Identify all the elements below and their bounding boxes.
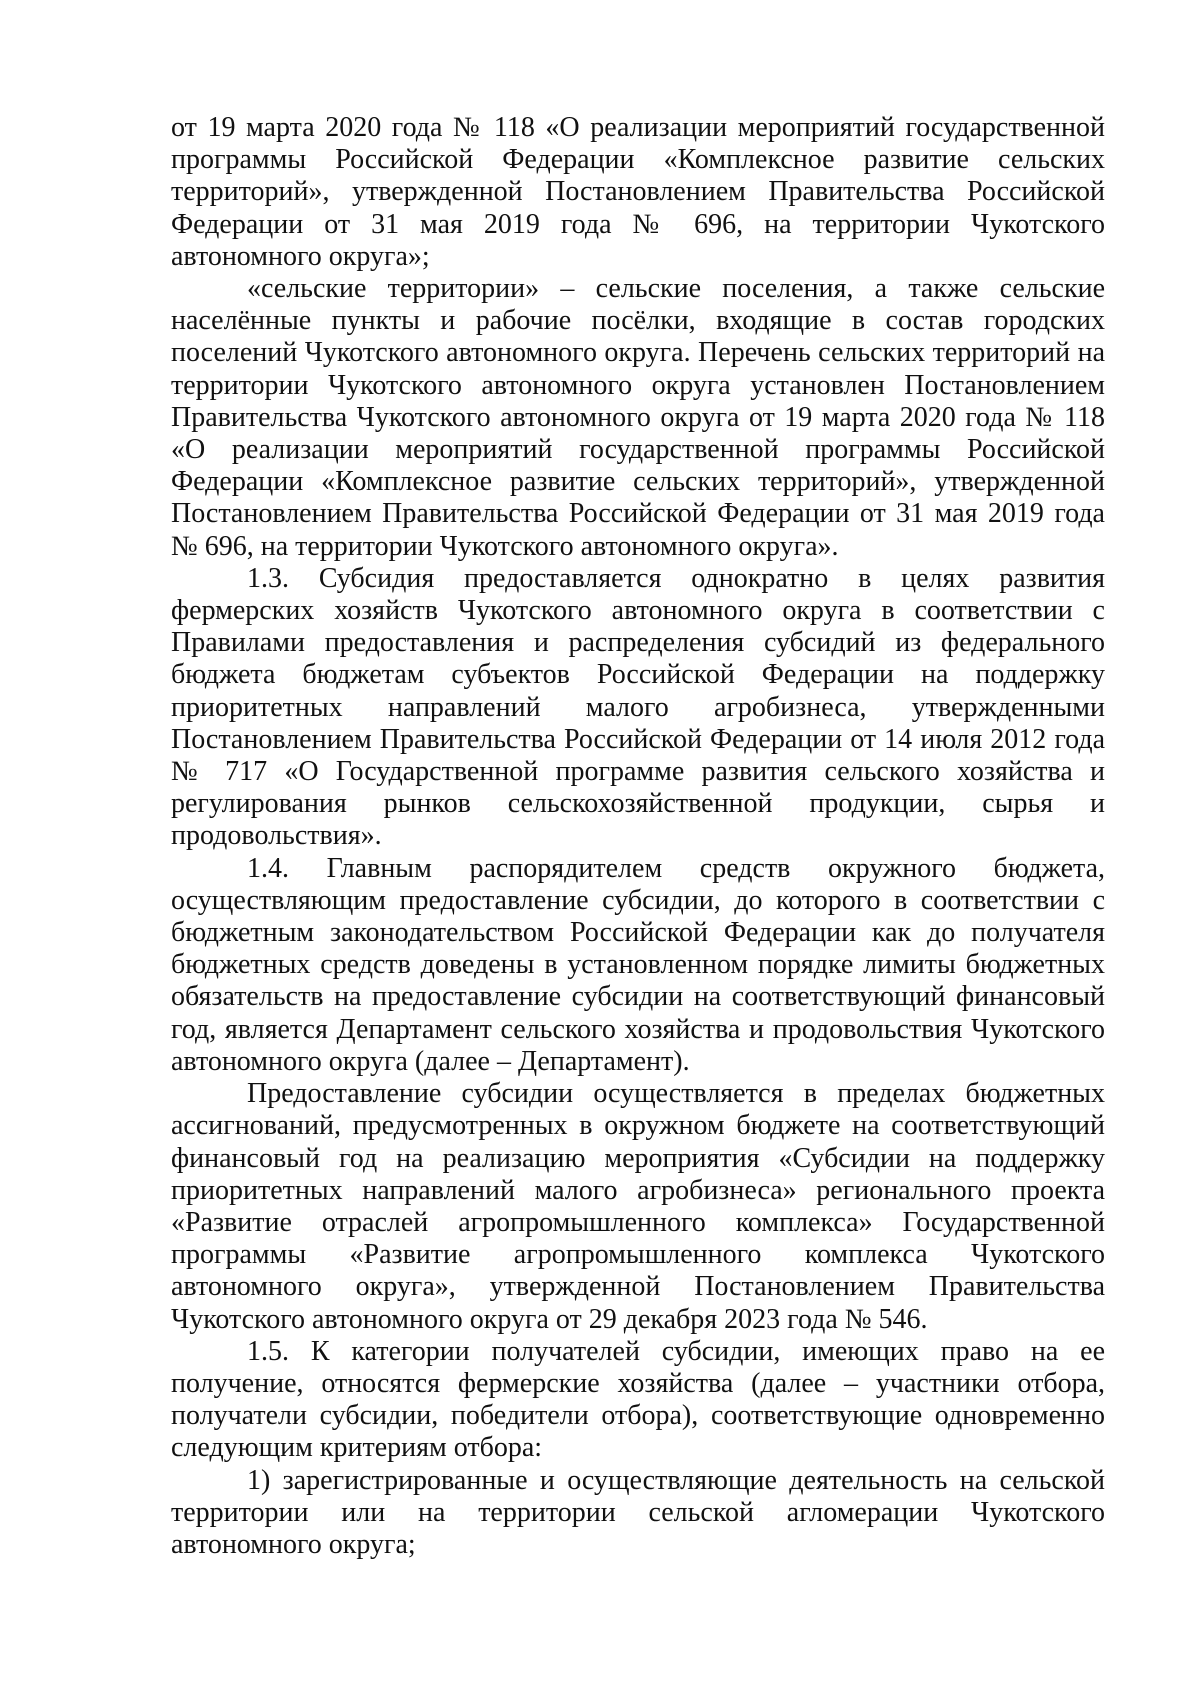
paragraph-criterion-1: 1) зарегистрированные и осуществляющие деятельность на сельской территории или на территории сельской агломерации Чукотского автономного округа; — [171, 1464, 1105, 1560]
paragraph-1-3: 1.3. Субсидия предоставляется однократно в целях развития фермерских хозяйств Чукотского автономного округа в соответствии с Правилами предоставления и распределения субсидий из федерального бюджета бюджетам субъектов Российской Федерации на поддержку приоритетных направлений малого агробизнеса, утвержденными Постановлением Правительства Российской Федерации от 14 июля 2012 года № 717 «О Государственной программе развития сельского хозяйства и регулирования рынков сельскохозяйственной продукции, сырья и продовольствия». — [171, 562, 1105, 852]
paragraph-budget-allocations: Предоставление субсидии осуществляется в пределах бюджетных ассигнований, предусмотренных в окружном бюджете на соответствующий финансовый год на реализацию мероприятия «Субсидии на поддержку приоритетных направлений малого агробизнеса» регионального проекта «Развитие отраслей агропромышленного комплекса» Государственной программы «Развитие агропромышленного комплекса Чукотского автономного округа», утвержденной Постановлением Правительства Чукотского автономного округа от 29 декабря 2023 года № 546. — [171, 1078, 1105, 1335]
document-page — [171, 112, 1105, 1561]
paragraph-rural-territories-definition: «сельские территории» – сельские поселения, а также сельские населённые пункты и рабочие посёлки, входящие в состав городских поселений Чукотского автономного округа. Перечень сельских территорий на территории Чукотского автономного округа установлен Постановлением Правительства Чукотского автономного округа от 19 марта 2020 года № 118 «О реализации мероприятий государственной программы Российской Федерации «Комплексное развитие сельских территорий», утвержденной Постановлением Правительства Российской Федерации от 31 мая 2019 года № 696, на территории Чукотского автономного округа». — [171, 273, 1105, 562]
paragraph-1-4: 1.4. Главным распорядителем средств окружного бюджета, осуществляющим предоставление субсидии, до которого в соответствии с бюджетным законодательством Российской Федерации как до получателя бюджетных средств доведены в установленном порядке лимиты бюджетных обязательств на предоставление субсидии на соответствующий финансовый год, является Департамент сельского хозяйства и продовольствия Чукотского автономного округа (далее – Департамент). — [171, 852, 1105, 1077]
paragraph-1-5: 1.5. К категории получателей субсидии, имеющих право на ее получение, относятся фермерские хозяйства (далее – участники отбора, получатели субсидии, победители отбора), соответствующие одновременно следующим критериям отбора: — [171, 1335, 1105, 1464]
paragraph-continuation: от 19 марта 2020 года № 118 «О реализации мероприятий государственной программы Российской Федерации «Комплексное развитие сельских территорий», утвержденной Постановлением Правительства Российской Федерации от 31 мая 2019 года № 696, на территории Чукотского автономного округа»; — [171, 112, 1105, 272]
